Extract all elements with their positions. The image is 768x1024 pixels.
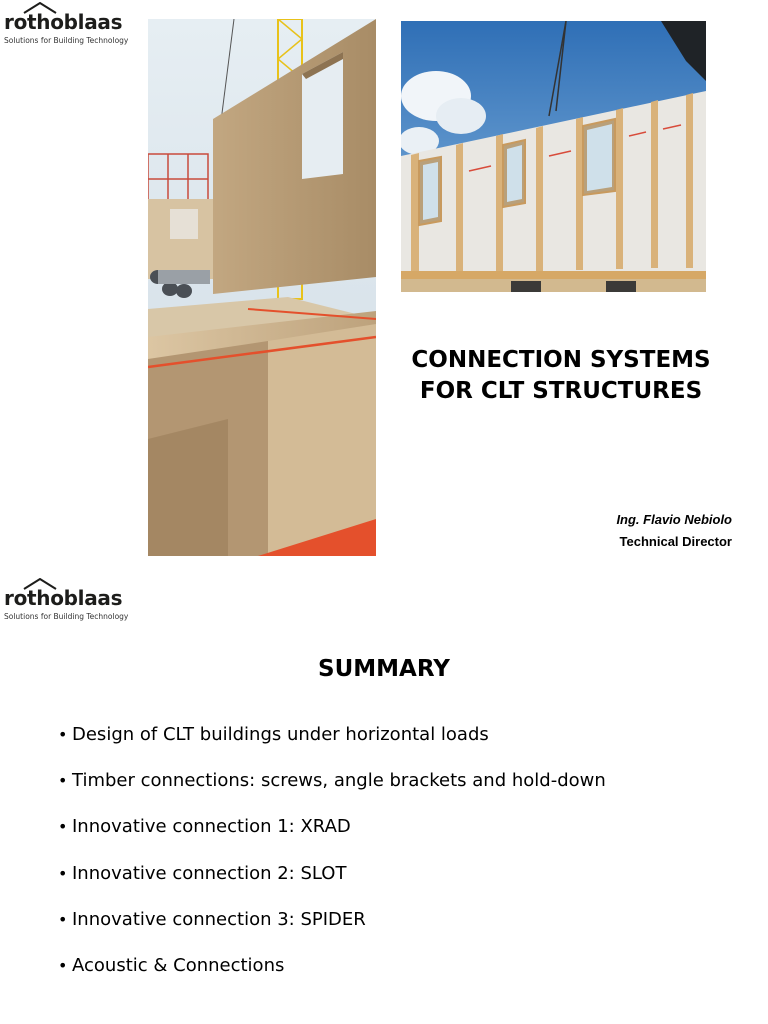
bullet-icon: • <box>58 771 68 791</box>
bullet-icon: • <box>58 725 68 744</box>
title-line-2: FOR CLT STRUCTURES <box>419 378 703 404</box>
clt-construction-photo <box>148 19 376 556</box>
prefab-panel-photo <box>401 21 706 292</box>
list-item <box>58 954 606 1000</box>
list-item <box>58 769 606 815</box>
list-item-text: Innovative connection 3: SPIDER <box>72 908 366 930</box>
brand-tagline: Solutions for Building Technology <box>4 36 129 45</box>
list-item-text: Innovative connection 2: SLOT <box>72 862 347 884</box>
summary-slide <box>0 572 768 1024</box>
bullet-icon: • <box>58 909 68 929</box>
list-item <box>58 908 606 954</box>
prefab-panel-illustration <box>401 21 706 292</box>
list-item-text: Timber connections: screws, angle brackets and hold-down <box>72 770 606 792</box>
list-item <box>58 723 606 769</box>
rothoblaas-logo <box>4 588 128 621</box>
list-item <box>58 815 606 861</box>
author-block <box>616 509 732 553</box>
bullet-icon: • <box>58 863 68 883</box>
summary-list <box>58 723 606 1000</box>
rothoblaas-logo <box>4 12 128 45</box>
title-line-1: CONNECTION SYSTEMS <box>411 347 711 373</box>
bullet-icon: • <box>58 817 68 837</box>
presentation-title <box>378 345 744 407</box>
brand-name: rothoblaas <box>4 586 123 610</box>
summary-heading: SUMMARY <box>318 656 450 682</box>
clt-wall-illustration <box>148 19 376 556</box>
list-item-text: Innovative connection 1: XRAD <box>72 816 351 838</box>
bullet-icon: • <box>58 955 68 975</box>
list-item-text: Design of CLT buildings under horizontal loads <box>72 724 489 745</box>
brand-tagline: Solutions for Building Technology <box>4 612 129 621</box>
author-role: Technical Director <box>619 534 732 549</box>
author-name: Ing. Flavio Nebiolo <box>616 512 732 527</box>
list-item <box>58 862 606 908</box>
list-item-text: Acoustic & Connections <box>72 954 285 976</box>
brand-name: rothoblaas <box>4 10 123 34</box>
